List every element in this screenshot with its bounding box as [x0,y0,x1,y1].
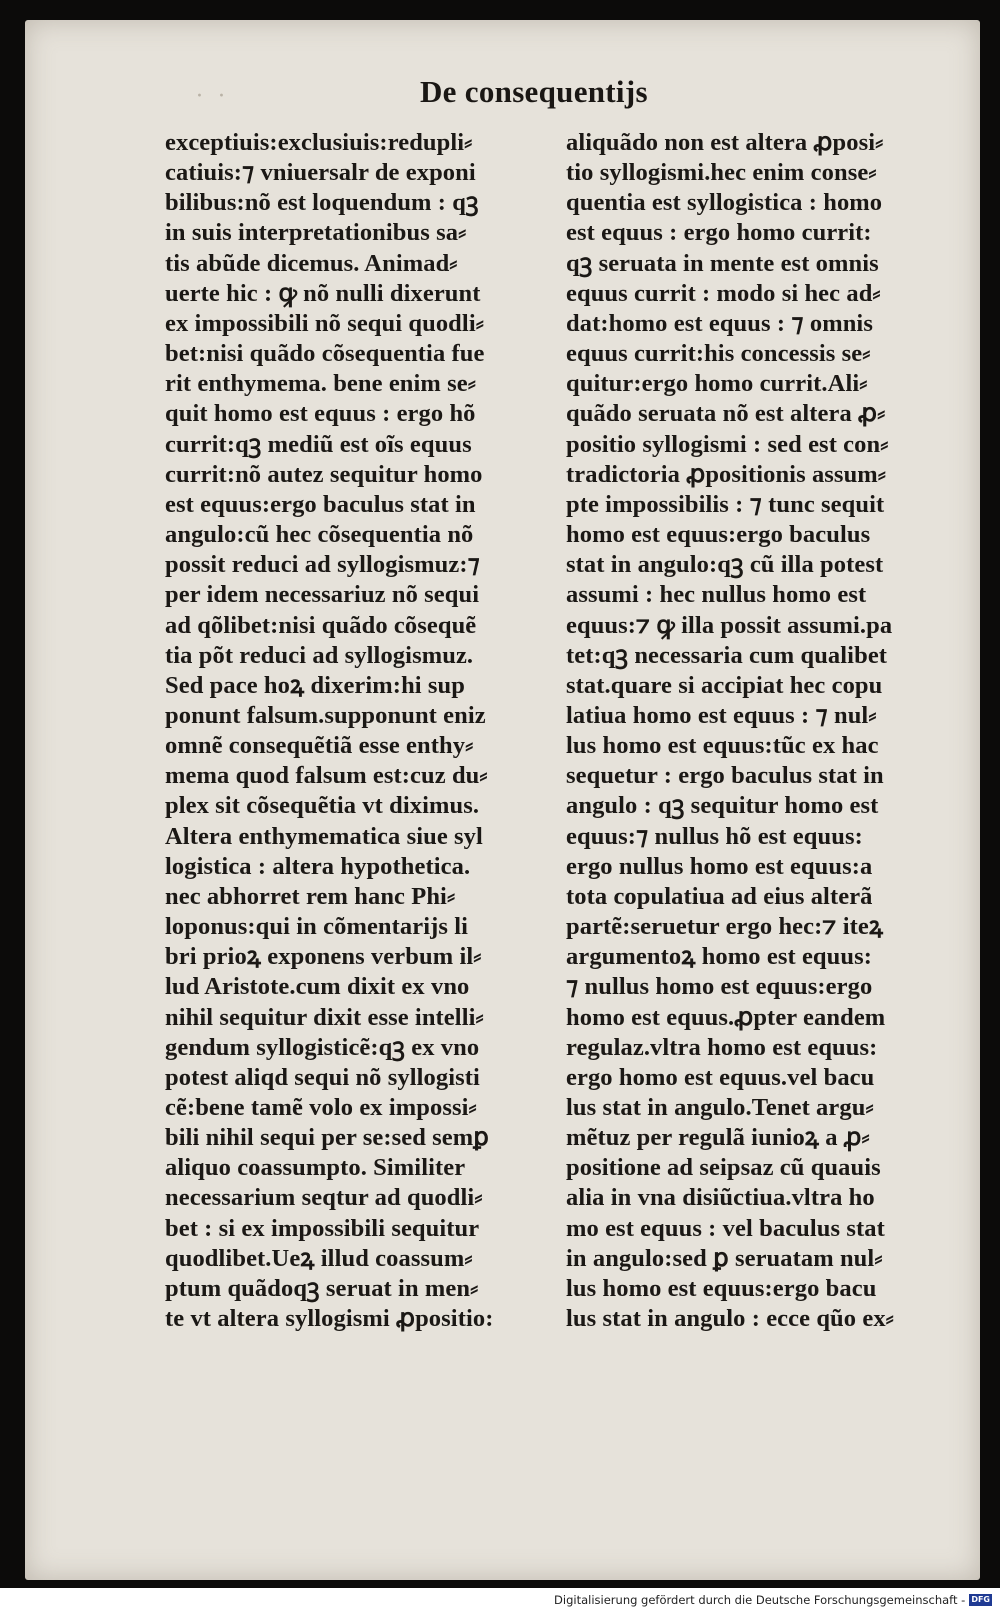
text-line: dat:homo est equus : ⁊ omnis [566,309,873,337]
text-line: nec abhorret rem hanc Phi⸗ [165,882,456,910]
text-line: bet : si ex impossibili sequitur [165,1214,480,1242]
text-line: quit homo est equus : ergo hõ [165,400,476,428]
left-text-column [165,128,535,1334]
text-line: per idem necessariuz nõ sequi [165,581,480,609]
text-line: bet:nisi quãdo cõsequentia fue [165,340,485,368]
text-line: quodlibet.Ueꝝ illud coassum⸗ [165,1244,473,1272]
text-line: tis abũde dicemus. Animad⸗ [165,249,458,277]
text-line: quitur:ergo homo currit.Ali⸗ [566,370,868,398]
text-line: lus stat in angulo : ecce qũo ex⸗ [566,1305,894,1333]
text-line: tradictoria ꝓpositionis assum⸗ [566,460,887,488]
text-line: lus homo est equus:ergo bacu [566,1274,877,1302]
text-line: tota copulatiua ad eius alterã [566,882,873,910]
text-line: equus:⁊ ꝙ illa possit assumi.pa [566,611,893,639]
text-line: stat in angulo:qꝫ cũ illa potest [566,551,884,579]
text-line: tio syllogismi.hec enim conse⸗ [566,159,877,187]
text-line: est equus:ergo baculus stat in [165,490,476,518]
text-line: necessarium seqtur ad quodli⸗ [165,1184,483,1212]
text-line: Altera enthymematica siue syl [165,822,483,850]
text-line: uerte hic : ꝙ nõ nulli dixerunt [165,279,481,307]
text-line: sequetur : ergo baculus stat in [566,762,884,790]
text-line: assumi : hec nullus homo est [566,581,867,609]
text-line: regulaz.vltra homo est equus: [566,1033,878,1061]
text-line: ptum quãdoqꝫ seruat in men⸗ [165,1274,479,1302]
text-line: pte impossibilis : ⁊ tunc sequit [566,490,885,518]
text-line: potest aliqd sequi nõ syllogisti [165,1063,480,1091]
text-line: qꝫ seruata in mente est omnis [566,249,879,277]
text-line: cẽ:bene tamẽ volo ex impossi⸗ [165,1094,477,1121]
text-line: aliquãdo non est altera ꝓposi⸗ [566,129,884,156]
running-head: De consequentijs [420,74,648,109]
text-line: exceptiuis:exclusiuis:redupli⸗ [165,129,473,156]
text-line: angulo : qꝫ sequitur homo est [566,792,879,820]
faded-page-mark: · · [196,84,229,109]
text-line: mo est equus : vel baculus stat [566,1214,885,1242]
text-line: in angulo:sed ꝑ seruatam nul⸗ [566,1244,883,1272]
text-line: logistica : altera hypothetica. [165,852,471,880]
text-line: catiuis:⁊ vniuersalr de exponi [165,159,476,187]
text-line: in suis interpretationibus sa⸗ [165,219,467,247]
text-line: currit:nõ autez sequitur homo [165,460,483,488]
text-line: equus:⁊ nullus hõ est equus: [566,822,863,850]
right-text-column [566,128,936,1334]
text-line: tet:qꝫ necessaria cum qualibet [566,641,888,669]
text-line: ponunt falsum.supponunt eniz [165,701,486,729]
digitization-footer [554,1593,992,1607]
text-line: plex sit cõsequẽtia vt diximus. [165,792,480,820]
text-line: ad qõlibet:nisi quãdo cõsequẽ [165,611,477,639]
text-line: omnẽ consequẽtiã esse enthy⸗ [165,732,474,760]
text-line: quãdo seruata nõ est altera ꝓ⸗ [566,400,886,428]
dfg-logo: DFG [971,1595,990,1604]
text-line: mema quod falsum est:cuz du⸗ [165,762,488,790]
text-line: bilibus:nõ est loquendum : qꝫ [165,189,479,217]
text-line: homo est equus.ꝓpter eandem [566,1003,886,1031]
text-line: rit enthymema. bene enim se⸗ [165,370,477,398]
text-line: equus currit:his concessis se⸗ [566,340,871,368]
text-line: ergo homo est equus.vel bacu [566,1063,875,1091]
text-line: loponus:qui in cõmentarijs li [165,913,469,941]
text-line: ⁊ nullus homo est equus:ergo [566,973,873,1001]
text-line: nihil sequitur dixit esse intelli⸗ [165,1003,484,1031]
footer-credit-text: Digitalisierung gefördert durch die Deutsche Forschungsgemeinschaft - [554,1593,966,1607]
text-line: possit reduci ad syllogismuz:⁊ [165,551,480,579]
text-line: currit:qꝫ mediũ est oĩs equus [165,430,472,458]
text-line: ex impossibili nõ sequi quodli⸗ [165,309,484,337]
text-line: partẽ:seruetur ergo hec:⁊ iteꝝ [566,913,884,941]
text-line: quentia est syllogistica : homo [566,189,883,217]
text-line: Sed pace hoꝝ dixerim:hi sup [165,671,466,699]
text-line: aliquo coassumpto. Similiter [165,1154,466,1182]
text-line: ergo nullus homo est equus:a [566,852,873,880]
text-line: gendum syllogisticẽ:qꝫ ex vno [165,1033,480,1061]
text-line: positione ad seipsaz cũ quauis [566,1154,881,1182]
text-line: equus currit : modo si hec ad⸗ [566,279,881,307]
text-line: lus homo est equus:tũc ex hac [566,732,879,760]
text-line: latiua homo est equus : ⁊ nul⸗ [566,701,877,729]
text-line: bili nihil sequi per se:sed semꝑ [165,1124,489,1152]
text-line: est equus : ergo homo currit: [566,219,872,247]
text-line: stat.quare si accipiat hec copu [566,671,883,699]
text-line: alia in vna disiũctiua.vltra ho [566,1184,875,1212]
text-line: tia põt reduci ad syllogismuz. [165,641,474,669]
text-line: lus stat in angulo.Tenet argu⸗ [566,1094,874,1121]
text-line: lud Aristote.cum dixit ex vno [165,973,470,1001]
text-line: positio syllogismi : sed est con⸗ [566,430,889,458]
text-line: angulo:cũ hec cõsequentia nõ [165,521,474,549]
text-line: bri prioꝝ exponens verbum il⸗ [165,943,482,971]
text-line: te vt altera syllogismi ꝓpositio: [165,1305,494,1333]
text-line: homo est equus:ergo baculus [566,521,871,549]
text-line: argumentoꝝ homo est equus: [566,943,872,971]
text-line: mẽtuz per regulã iunioꝝ a ꝓ⸗ [566,1124,870,1152]
